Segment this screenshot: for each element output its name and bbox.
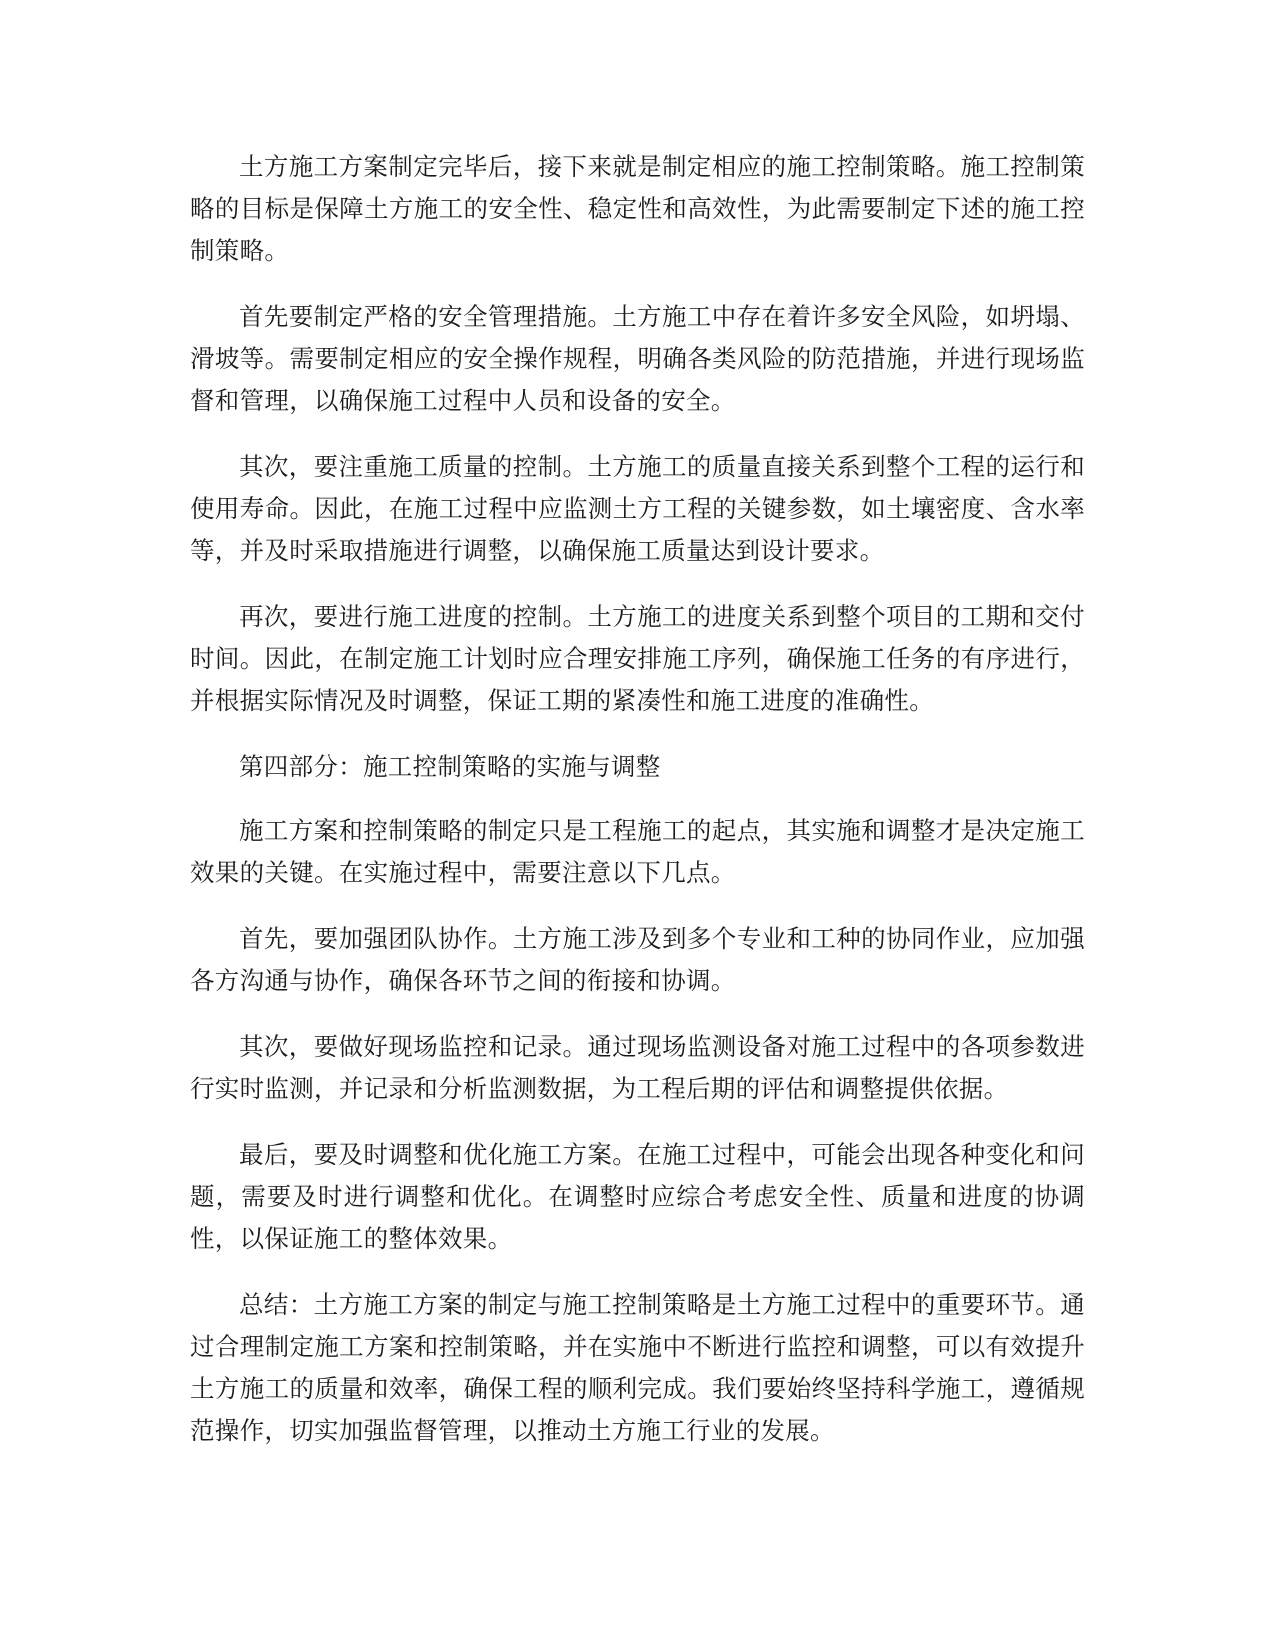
section-heading: 第四部分：施工控制策略的实施与调整	[239, 752, 661, 781]
paragraph-intro: 土方施工方案制定完毕后，接下来就是制定相应的施工控制策略。施工控制策略的目标是保障土方施工的安全性、稳定性和高效性，为此需要制定下述的施工控制策略。	[190, 152, 1085, 265]
paragraph-summary: 总结：土方施工方案的制定与施工控制策略是土方施工过程中的重要环节。通过合理制定施工方案和控制策略，并在实施中不断进行监控和调整，可以有效提升土方施工的质量和效率，确保工程的顺利完成。我们要始终坚持科学施工，遵循规范操作，切实加强监督管理，以推动土方施工行业的发展。	[190, 1290, 1085, 1445]
paragraph-monitoring: 其次，要做好现场监控和记录。通过现场监测设备对施工过程中的各项参数进行实时监测，并记录和分析监测数据，为工程后期的评估和调整提供依据。	[190, 1032, 1085, 1103]
paragraph-adjustment: 最后，要及时调整和优化施工方案。在施工过程中，可能会出现各种变化和问题，需要及时进行调整和优化。在调整时应综合考虑安全性、质量和进度的协调性，以保证施工的整体效果。	[190, 1140, 1085, 1253]
paragraph-implementation: 施工方案和控制策略的制定只是工程施工的起点，其实施和调整才是决定施工效果的关键。在实施过程中，需要注意以下几点。	[190, 816, 1085, 887]
paragraph-quality: 其次，要注重施工质量的控制。土方施工的质量直接关系到整个工程的运行和使用寿命。因此，在施工过程中应监测土方工程的关键参数，如土壤密度、含水率等，并及时采取措施进行调整，以确保施工质量达到设计要求。	[190, 452, 1085, 565]
paragraph-schedule: 再次，要进行施工进度的控制。土方施工的进度关系到整个项目的工期和交付时间。因此，在制定施工计划时应合理安排施工序列，确保施工任务的有序进行，并根据实际情况及时调整，保证工期的紧凑性和施工进度的准确性。	[190, 602, 1085, 715]
paragraph-safety: 首先要制定严格的安全管理措施。土方施工中存在着许多安全风险，如坍塌、滑坡等。需要制定相应的安全操作规程，明确各类风险的防范措施，并进行现场监督和管理，以确保施工过程中人员和设备的安全。	[190, 302, 1085, 415]
paragraph-teamwork: 首先，要加强团队协作。土方施工涉及到多个专业和工种的协同作业，应加强各方沟通与协作，确保各环节之间的衔接和协调。	[190, 924, 1085, 995]
